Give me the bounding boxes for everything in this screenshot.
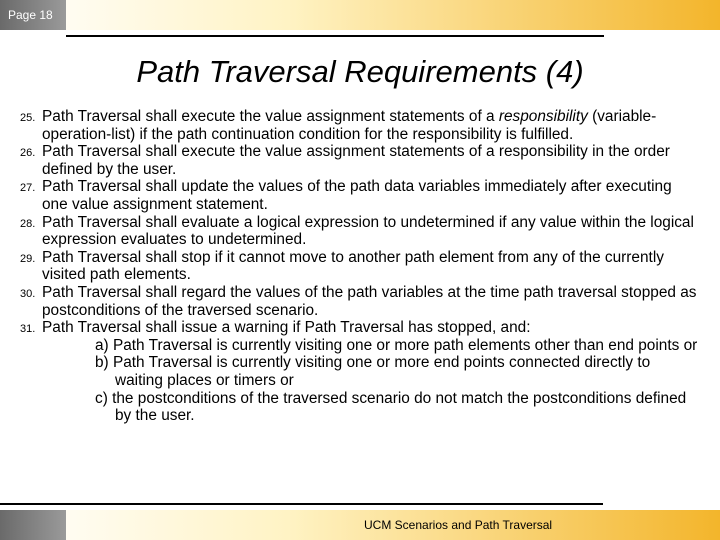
item-number: 29. — [20, 252, 36, 265]
sub-item-b: b) Path Traversal is currently visiting one or more end points connected directly to waiting places or timers or — [95, 354, 651, 389]
item-text-pre: Path Traversal shall execute the value assignment statements of a — [42, 108, 499, 125]
item-text-emphasis: responsibility — [498, 108, 588, 125]
sub-item-c: c) the postconditions of the traversed scenario do not match the postconditions defined by the user. — [95, 389, 687, 425]
item-number: 30. — [20, 287, 36, 300]
item-text: Path Traversal shall update the values of the path data variables immediately after executing one value assignment statement. — [42, 178, 672, 213]
item-text: Path Traversal shall stop if it cannot move to another path element from any of the currently visited path elements. — [42, 248, 664, 284]
list-item — [20, 284, 700, 319]
item-number: 25. — [20, 112, 36, 124]
item-number: 27. — [20, 182, 36, 195]
footer-band — [0, 510, 720, 540]
list-item — [20, 214, 700, 249]
slide-title: Path Traversal Requirements (4) — [136, 54, 584, 89]
footer-gray-block — [0, 510, 66, 540]
item-number: 28. — [20, 217, 36, 230]
list-item — [20, 319, 700, 337]
header-band — [0, 0, 720, 30]
requirements-list — [20, 108, 700, 425]
footer-divider — [0, 503, 603, 505]
list-item — [20, 108, 700, 143]
header-divider — [66, 35, 604, 37]
item-text: Path Traversal shall regard the values of the path variables at the time path traversal stopped as postconditions of the traversed scenario. — [42, 283, 697, 319]
list-item — [20, 178, 700, 213]
item-number: 31. — [20, 323, 36, 336]
page-number-label: Page 18 — [0, 0, 66, 30]
footer-text: UCM Scenarios and Path Traversal — [364, 518, 553, 532]
item-text: Path Traversal shall issue a warning if Path Traversal has stopped, and: — [42, 319, 531, 337]
sub-item-a: a) Path Traversal is currently visiting one or more path elements other than end points or — [95, 336, 698, 354]
list-item — [20, 249, 700, 284]
list-item — [20, 143, 700, 178]
item-text: Path Traversal shall evaluate a logical expression to undetermined if any value within the logical expression evaluates to undetermined. — [42, 213, 694, 249]
item-text: Path Traversal shall execute the value assignment statements of a responsibility in the order defined by the user. — [42, 143, 670, 178]
item-number: 26. — [20, 147, 36, 160]
item-text-post: (variable-operation-list) if the path continuation condition for the responsibility is fulfilled. — [42, 108, 657, 143]
